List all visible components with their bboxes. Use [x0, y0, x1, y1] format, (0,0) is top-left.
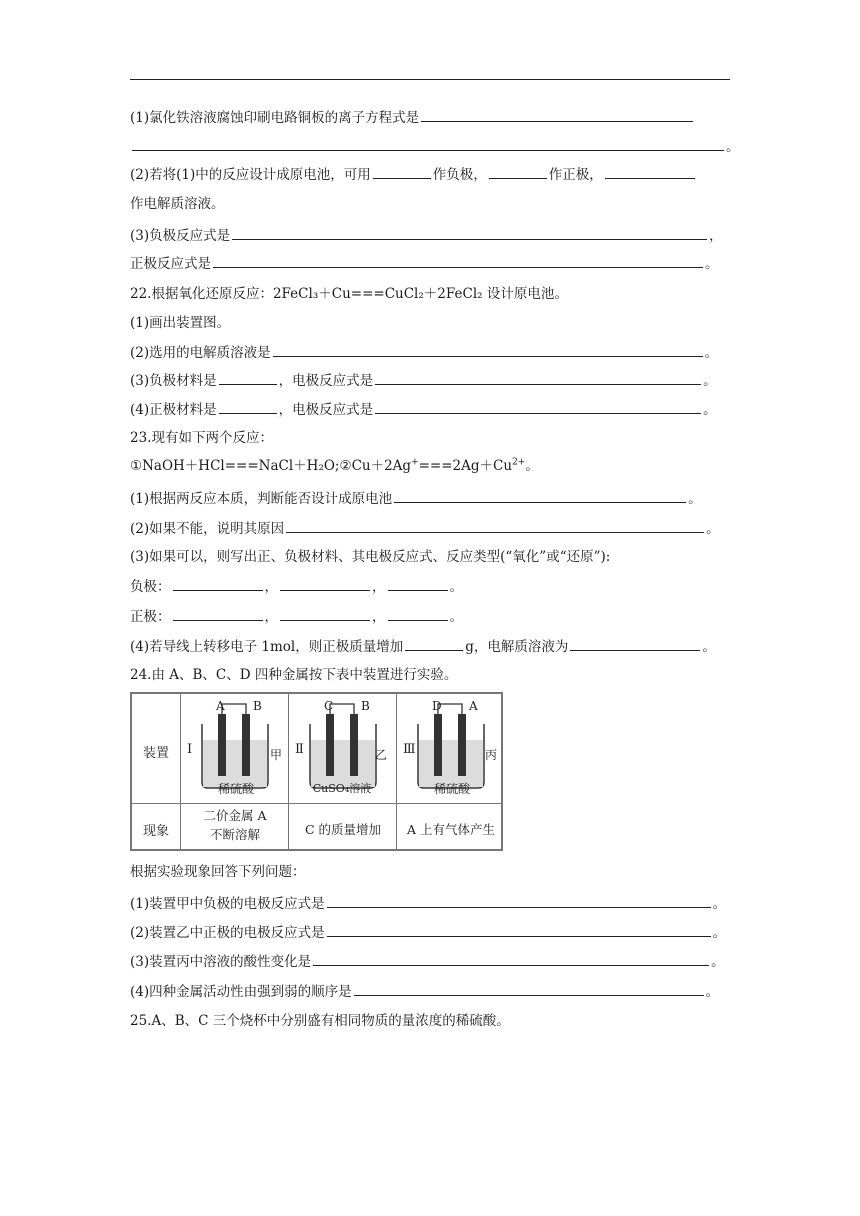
- line-text: (1)氯化铁溶液腐蚀印刷电路铜板的离子方程式是: [130, 110, 420, 126]
- device-2-right-electrode: B: [361, 699, 370, 713]
- device-2-left-electrode: C: [324, 699, 334, 713]
- question-line: [130, 225, 740, 245]
- question-line: [130, 342, 740, 362]
- question-line: [130, 164, 740, 184]
- answer-blank[interactable]: [280, 606, 370, 621]
- line-end-punct: 。: [688, 491, 702, 507]
- beaker-3-icon: [418, 704, 484, 788]
- answer-blank[interactable]: [213, 253, 703, 268]
- question-line: [130, 951, 740, 971]
- line-text: (1)根据两反应本质，判断能否设计成原电池: [130, 491, 393, 507]
- answer-blank[interactable]: [132, 136, 724, 151]
- answer-blank[interactable]: [313, 951, 709, 966]
- device-2-vessel: 乙: [375, 748, 388, 762]
- question-line: [130, 547, 740, 567]
- line-end-punct: 。: [704, 345, 719, 361]
- answer-blank[interactable]: [219, 370, 277, 385]
- beaker-1-icon: [202, 704, 268, 788]
- line-text: (3)如果可以，则写出正、负极材料、其电极反应式、反应类型(“氧化”或“还原”):: [130, 549, 611, 565]
- device-1-right-electrode: B: [253, 699, 262, 713]
- device-2-numeral: Ⅱ: [295, 742, 304, 757]
- line-text: 根据实验现象回答下列问题：: [130, 864, 306, 880]
- line-text: (2)装置乙中正极的电极反应式是: [130, 925, 325, 941]
- line-text: (3)装置丙中溶液的酸性变化是: [130, 954, 312, 970]
- question-line: [130, 1011, 740, 1031]
- line-end-punct: 。: [711, 954, 725, 970]
- line-text: ，: [372, 579, 386, 595]
- question-line: [130, 313, 740, 333]
- question-line: [130, 488, 740, 508]
- device-1-left-electrode: A: [216, 699, 225, 713]
- question-line: [130, 399, 740, 419]
- answer-blank[interactable]: [173, 606, 263, 621]
- line-text: 22.根据氧化还原反应：2FeCl₃＋Cu===CuCl₂＋2FeCl₂ 设计原电池。: [130, 286, 568, 302]
- device-1-phenomenon-line1: 二价金属 A: [203, 808, 267, 823]
- answer-blank[interactable]: [375, 370, 701, 385]
- reaction-text-2: ===2Ag＋Cu: [418, 458, 513, 474]
- question-line: [130, 893, 740, 913]
- line-text: ，: [372, 609, 386, 625]
- line-text: (3)负极材料是: [130, 373, 217, 389]
- line-end-punct: 。: [712, 896, 727, 912]
- answer-blank[interactable]: [375, 399, 701, 414]
- line-end-punct: 。: [705, 256, 719, 272]
- question-line: [130, 636, 740, 656]
- answer-blank[interactable]: [489, 164, 547, 179]
- line-text: ，电极反应式是: [278, 402, 374, 418]
- line-end-punct: 。: [705, 984, 720, 1000]
- question-line: [130, 194, 740, 214]
- answer-blank[interactable]: [280, 576, 370, 591]
- answer-blank[interactable]: [219, 399, 277, 414]
- cu-charge: 2+: [512, 457, 526, 468]
- question-line: [130, 922, 740, 942]
- line-text: 作负极，: [432, 167, 487, 183]
- device-1-vessel: 甲: [270, 748, 283, 762]
- line-text: (4)四种金属活动性由强到弱的顺序是: [130, 984, 352, 1000]
- line-text: (2)若将(1)中的反应设计成原电池，可用: [130, 167, 371, 183]
- line-text: ，: [264, 609, 278, 625]
- line-end-punct: 。: [703, 373, 717, 389]
- line-end-punct: 。: [702, 639, 716, 655]
- line-end-punct: 。: [706, 521, 720, 537]
- reaction-text-3: 。: [525, 458, 539, 474]
- line-text: 24.由 A、B、C、D 四种金属按下表中装置进行实验。: [130, 667, 458, 683]
- line-text: (1)装置甲中负极的电极反应式是: [130, 896, 325, 912]
- answer-blank[interactable]: [394, 488, 686, 503]
- answer-blank[interactable]: [327, 922, 711, 937]
- row-label-phenomenon: 现象: [142, 824, 169, 839]
- answer-blank[interactable]: [286, 518, 704, 533]
- answer-blank[interactable]: [373, 164, 431, 179]
- line-end-punct: 。: [449, 579, 463, 595]
- question-line: [130, 862, 740, 882]
- line-text: 正极反应式是: [130, 256, 211, 272]
- device-1-numeral: Ⅰ: [187, 742, 193, 757]
- line-text: (4)正极材料是: [130, 402, 217, 418]
- question-line: [130, 518, 740, 538]
- answer-blank[interactable]: [327, 893, 711, 908]
- question-line: [130, 606, 740, 626]
- device-3-left-electrode: D: [432, 699, 442, 713]
- line-text: 23.现有如下两个反应：: [130, 430, 273, 446]
- line-end-punct: 。: [726, 139, 740, 155]
- device-1-phenomenon: [182, 806, 288, 844]
- question-line: [130, 370, 740, 390]
- device-2-solution: CuSO₄溶液: [312, 782, 372, 795]
- device-2-phenomenon: C 的质量增加: [304, 822, 382, 837]
- device-1-phenomenon-line2: 不断溶解: [209, 827, 260, 842]
- line-text: 作正极，: [548, 167, 603, 183]
- experiment-table: [130, 692, 503, 851]
- question-line: [130, 428, 740, 448]
- line-end-punct: 。: [712, 925, 727, 941]
- line-end-punct: 。: [449, 609, 463, 625]
- device-3-solution: 稀硫酸: [433, 782, 470, 796]
- question-line: [130, 253, 740, 273]
- reaction-equations: [130, 456, 740, 476]
- question-line: [130, 576, 740, 596]
- line-text: (3)负极反应式是: [130, 228, 231, 244]
- answer-blank[interactable]: [605, 164, 695, 179]
- answer-blank[interactable]: [232, 225, 707, 240]
- answer-blank[interactable]: [405, 636, 463, 651]
- question-line: [130, 665, 740, 685]
- answer-blank[interactable]: [421, 107, 693, 122]
- device-3-vessel: 丙: [485, 748, 498, 762]
- line-end-punct: 。: [703, 402, 717, 418]
- answer-blank[interactable]: [388, 576, 448, 591]
- line-text: (1)画出装置图。: [130, 315, 231, 331]
- line-text: 25.A、B、C 三个烧杯中分别盛有相同物质的量浓度的稀硫酸。: [130, 1013, 510, 1029]
- line-text: (2)选用的电解质溶液是: [130, 345, 271, 361]
- device-1-solution: 稀硫酸: [217, 782, 254, 796]
- line-end-punct: ，: [709, 228, 723, 244]
- reaction-text-1: ①NaOH＋HCl===NaCl＋H₂O;②Cu＋2Ag: [130, 458, 412, 474]
- line-text: ，: [264, 579, 278, 595]
- answer-blank[interactable]: [388, 606, 448, 621]
- question-line: [130, 136, 740, 156]
- answer-blank[interactable]: [173, 576, 263, 591]
- beaker-2-icon: [310, 704, 376, 788]
- line-text: (2)如果不能，说明其原因: [130, 521, 285, 537]
- line-text: g，电解质溶液为: [465, 639, 569, 655]
- answer-blank[interactable]: [354, 981, 704, 996]
- line-text: ，电极反应式是: [278, 373, 374, 389]
- line-text: (4)若导线上转移电子 1mol，则正极质量增加: [130, 639, 404, 655]
- line-text: 负极：: [130, 579, 171, 595]
- answer-blank[interactable]: [570, 636, 700, 651]
- question-line: [130, 284, 740, 304]
- row-label-device: 装置: [142, 746, 169, 761]
- line-text: 作电解质溶液。: [130, 196, 225, 212]
- device-3-numeral: Ⅲ: [403, 742, 416, 757]
- header-rule: [130, 79, 730, 80]
- device-3-phenomenon: A 上有气体产生: [406, 822, 495, 837]
- question-line: [130, 981, 740, 1001]
- question-line: [130, 107, 740, 127]
- answer-blank[interactable]: [273, 342, 703, 357]
- device-3-right-electrode: A: [469, 699, 478, 713]
- ag-charge: +: [411, 457, 419, 468]
- line-text: 正极：: [130, 609, 171, 625]
